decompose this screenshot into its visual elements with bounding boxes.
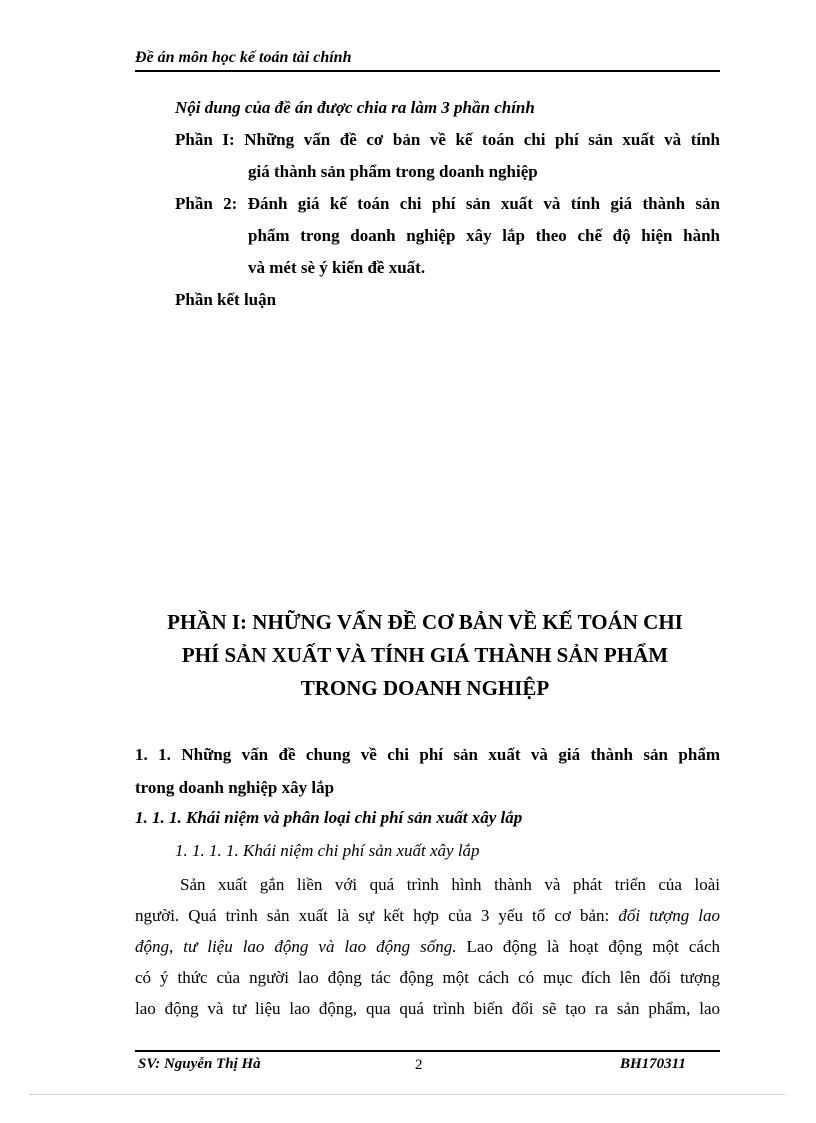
intro-outline: [175, 92, 720, 316]
body-line-2: [135, 900, 720, 931]
page-header: [135, 46, 720, 72]
outline-part2-line3: và mét sè ý kiến đề xuất.: [248, 258, 426, 277]
outline-part2-line2: phẩm trong doanh nghiệp xây lắp theo chế độ hiện hành: [248, 226, 720, 245]
body-line-3-italic: động, tư liệu lao động và lao động sống.: [135, 937, 457, 956]
body-line-3: [135, 931, 720, 962]
footer-page-number: 2: [415, 1057, 423, 1073]
body-paragraph: [135, 869, 720, 1024]
body-line-1: Sản xuất gắn liền với quá trình hình thành và phát triển của loài: [180, 875, 720, 894]
section-1-1-heading: [135, 738, 720, 804]
part-title: [140, 606, 710, 705]
part-title-line2: PHÍ SẢN XUẤT VÀ TÍNH GIÁ THÀNH SẢN PHẨM: [181, 643, 669, 667]
body-line-2-italic: đối tượng lao: [618, 906, 721, 925]
footer-divider: [135, 1050, 720, 1052]
section-1-1-line1: 1. 1. Những vấn đề chung về chi phí sản xuất và giá thành sản phẩm: [135, 745, 720, 764]
page-bottom-edge: [30, 1094, 786, 1095]
section-1-1-1-1-heading: 1. 1. 1. 1. Khái niệm chi phí sản xuất xây lắp: [175, 841, 480, 860]
outline-conclusion: Phần kết luận: [175, 290, 277, 309]
footer-student-code: BH170311: [620, 1056, 686, 1072]
header-title: Đề án môn học kế toán tài chính: [135, 49, 352, 66]
part-title-line1: PHẦN I: NHỮNG VẤN ĐỀ CƠ BẢN VỀ KẾ TOÁN CHI: [167, 610, 683, 634]
body-line-4: có ý thức của người lao động tác động một cách có mục đích lên đối tượng: [135, 968, 720, 987]
body-line-2-text: người. Quá trình sản xuất là sự kết hợp của 3 yếu tố cơ bản:: [135, 906, 610, 925]
body-line-3-text: Lao động là hoạt động một cách: [466, 937, 720, 956]
intro-heading: Nội dung của đề án được chia ra làm 3 phần chính: [175, 98, 535, 117]
footer-student-name: SV: Nguyễn Thị Hà: [138, 1056, 261, 1072]
outline-part1-line1: Phần I: Những vấn đề cơ bản về kế toán chi phí sản xuất và tính: [175, 130, 720, 149]
part-title-line3: TRONG DOANH NGHIỆP: [300, 676, 550, 700]
section-1-1-line2: trong doanh nghiệp xây lắp: [135, 778, 335, 797]
section-1-1-1-heading: 1. 1. 1. Khái niệm và phân loại chi phí sản xuất xây lắp: [135, 808, 523, 827]
outline-part2-line1: Phần 2: Đánh giá kế toán chi phí sản xuất và tính giá thành sản: [175, 194, 720, 213]
body-line-5: lao động và tư liệu lao động, qua quá trình biến đổi sẽ tạo ra sản phẩm, lao: [135, 999, 720, 1018]
outline-part1-line2: giá thành sản phẩm trong doanh nghiệp: [248, 162, 538, 181]
